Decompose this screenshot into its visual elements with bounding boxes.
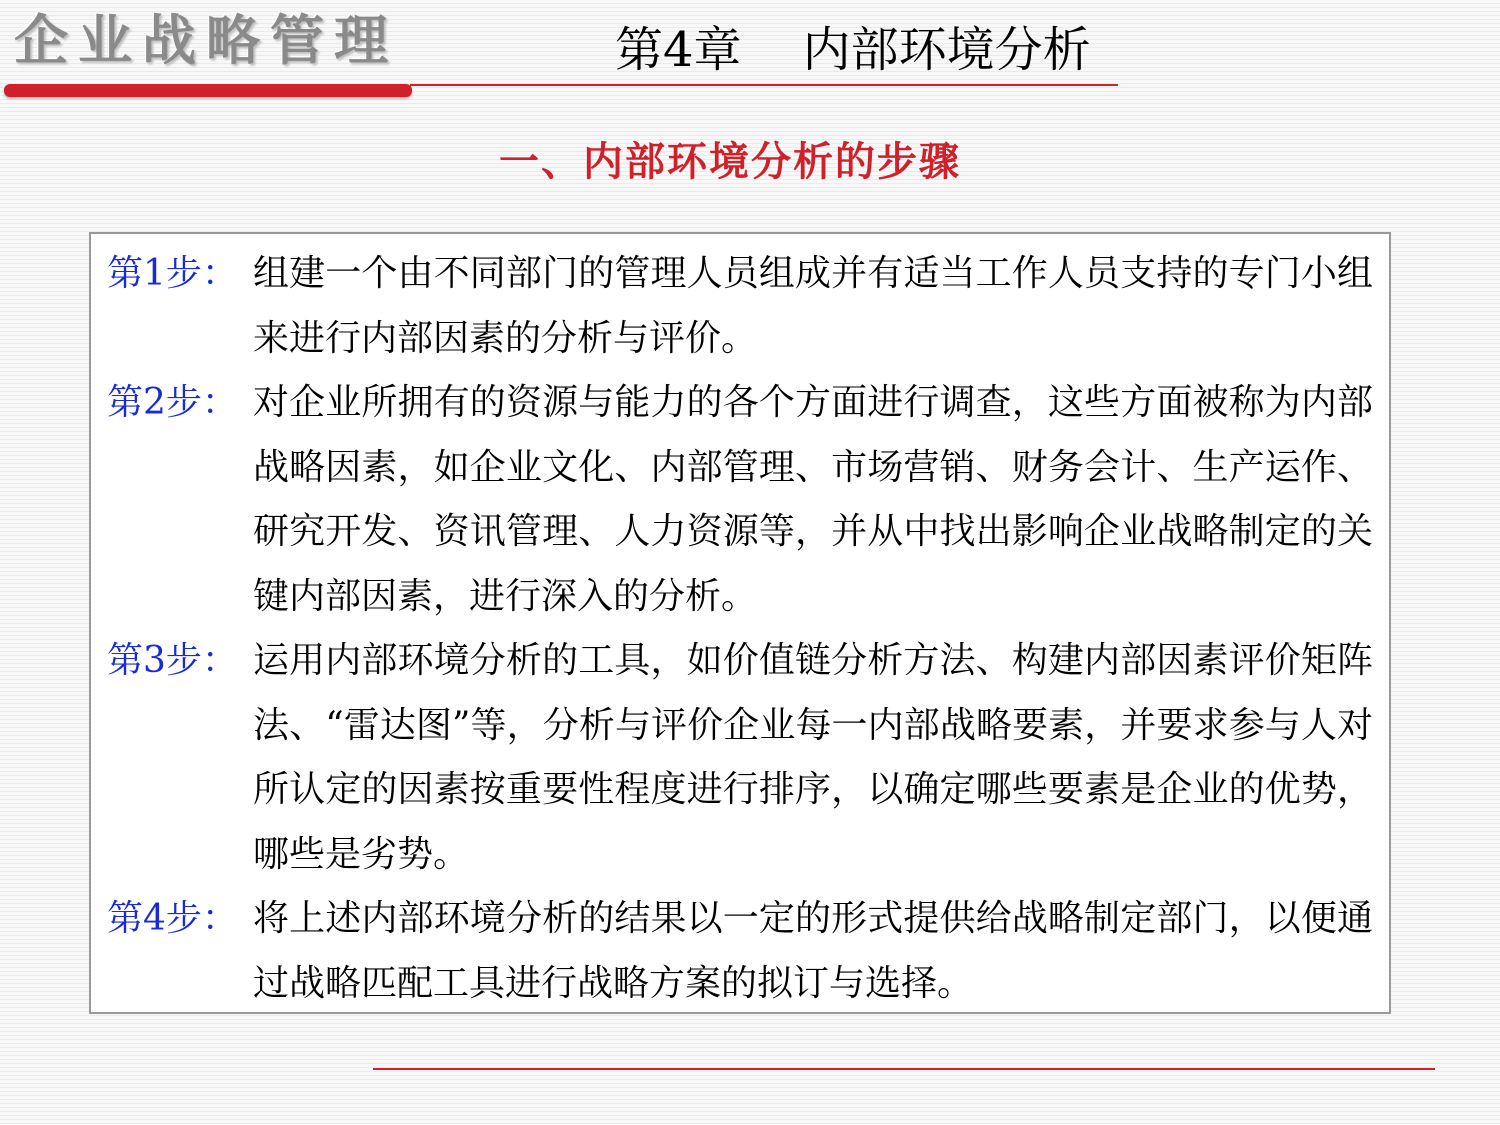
step-3	[107, 629, 1373, 887]
header-divider-line	[410, 84, 1118, 86]
step-1-text: 组建一个由不同部门的管理人员组成并有适当工作人员支持的专门小组来进行内部因素的分析与评价。	[253, 253, 1373, 359]
brand-title: 企业战略管理	[14, 9, 398, 72]
step-4-label: 第4步：	[107, 898, 238, 939]
step-1	[107, 242, 1373, 371]
footer-divider-line	[373, 1068, 1435, 1070]
step-3-text: 运用内部环境分析的工具，如价值链分析方法、构建内部因素评价矩阵法、“雷达图”等，分析与评价企业每一内部战略要素，并要求参与人对所认定的因素按重要性程度进行排序，以确定哪些要素是企业的优势，哪些是劣势。	[253, 640, 1373, 875]
steps-box	[89, 232, 1391, 1014]
brand-underline-bar	[4, 84, 412, 97]
step-2-text: 对企业所拥有的资源与能力的各个方面进行调查，这些方面被称为内部战略因素，如企业文化、内部管理、市场营销、财务会计、生产运作、研究开发、资讯管理、人力资源等，并从中找出影响企业战略制定的关键内部因素，进行深入的分析。	[253, 382, 1373, 617]
step-2	[107, 371, 1373, 629]
step-4-text: 将上述内部环境分析的结果以一定的形式提供给战略制定部门，以便通过战略匹配工具进行战略方案的拟订与选择。	[253, 898, 1373, 1004]
step-1-label: 第1步：	[107, 253, 238, 294]
step-2-label: 第2步：	[107, 382, 238, 423]
section-title: 一、内部环境分析的步骤	[499, 139, 961, 185]
step-3-label: 第3步：	[107, 640, 238, 681]
chapter-title: 第4章 内部环境分析	[615, 22, 1091, 78]
step-4	[107, 887, 1373, 1016]
